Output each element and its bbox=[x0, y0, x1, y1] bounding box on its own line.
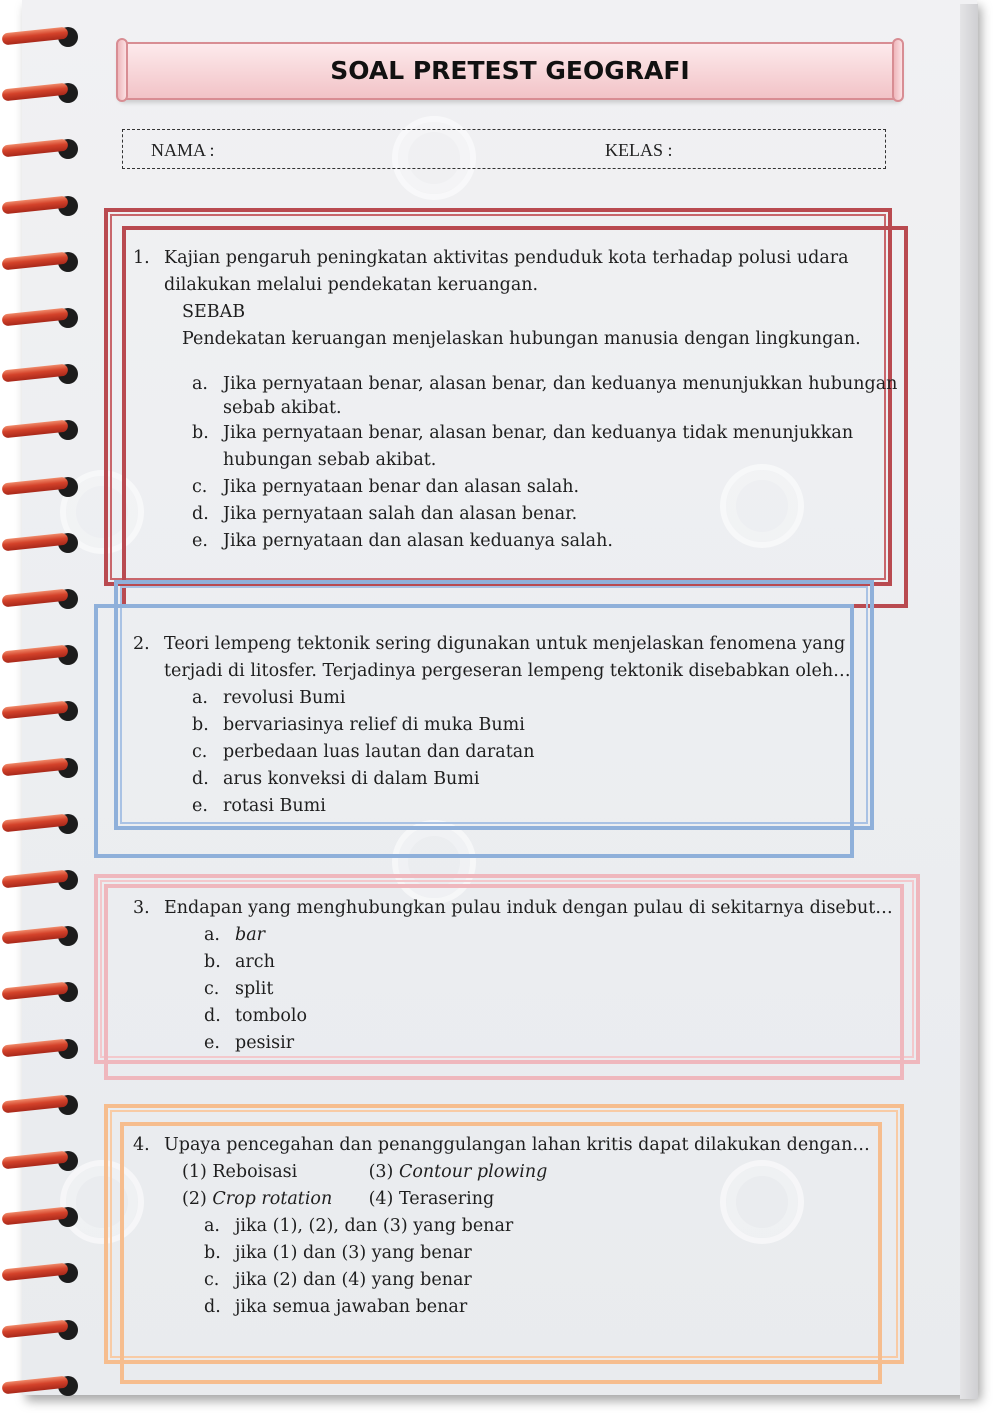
option-text: bervariasinya relief di muka Bumi bbox=[223, 715, 525, 735]
option-letter: a. bbox=[204, 1216, 220, 1236]
option-letter: c. bbox=[204, 979, 220, 999]
option-letter: d. bbox=[192, 769, 209, 789]
ring-wire bbox=[2, 701, 69, 720]
ring-wire bbox=[2, 1207, 69, 1226]
question-text: Teori lempeng tektonik sering digunakan untuk menjelaskan fenomena yang bbox=[164, 634, 846, 654]
option-text: Jika pernyataan benar dan alasan salah. bbox=[223, 477, 580, 497]
spiral-ring bbox=[2, 869, 80, 891]
option-letter: e. bbox=[192, 531, 208, 551]
option-b[interactable] bbox=[133, 712, 853, 739]
question-number: 3. bbox=[133, 898, 150, 918]
option-c[interactable] bbox=[133, 739, 853, 766]
ring-wire bbox=[2, 532, 69, 551]
option-a[interactable] bbox=[133, 685, 853, 712]
question-reason: Pendekatan keruangan menjelaskan hubungan manusia dengan lingkungan. bbox=[182, 329, 861, 349]
ring-wire bbox=[2, 83, 69, 102]
spiral-ring bbox=[2, 195, 80, 217]
statement-text: Reboisasi bbox=[212, 1162, 298, 1182]
name-label: NAMA : bbox=[151, 140, 215, 160]
question-text: Kajian pengaruh peningkatan aktivitas penduduk kota terhadap polusi udara bbox=[164, 248, 849, 268]
question-text: Endapan yang menghubungkan pulau induk dengan pulau di sekitarnya disebut… bbox=[164, 898, 893, 918]
statement-number: (2) bbox=[182, 1189, 207, 1209]
option-d[interactable] bbox=[133, 1294, 873, 1321]
option-d[interactable] bbox=[133, 766, 853, 793]
option-b[interactable] bbox=[133, 420, 883, 447]
option-letter: c. bbox=[204, 1270, 220, 1290]
spiral-ring bbox=[2, 981, 80, 1003]
option-letter: d. bbox=[204, 1297, 221, 1317]
spiral-ring bbox=[2, 26, 80, 48]
option-text: Jika pernyataan benar, alasan benar, dan keduanya tidak menunjukkan bbox=[223, 423, 854, 443]
ring-wire bbox=[2, 308, 69, 327]
spiral-ring bbox=[2, 1262, 80, 1284]
option-text: pesisir bbox=[235, 1033, 295, 1053]
question-text: Upaya pencegahan dan penanggulangan lahan kritis dapat dilakukan dengan… bbox=[164, 1135, 870, 1155]
spiral-ring bbox=[2, 588, 80, 610]
option-text: sebab akibat. bbox=[223, 398, 342, 418]
spiral-ring bbox=[2, 644, 80, 666]
option-letter: b. bbox=[204, 952, 221, 972]
ring-wire bbox=[2, 645, 69, 664]
ring-wire bbox=[2, 476, 69, 495]
option-text: revolusi Bumi bbox=[223, 688, 346, 708]
ring-wire bbox=[2, 139, 69, 158]
option-text: arch bbox=[235, 952, 275, 972]
ring-wire bbox=[2, 1094, 69, 1113]
spiral-ring bbox=[2, 1150, 80, 1172]
ring-wire bbox=[2, 1038, 69, 1057]
option-c[interactable] bbox=[133, 474, 883, 501]
ring-wire bbox=[2, 1375, 69, 1394]
option-letter: a. bbox=[192, 374, 208, 394]
option-text: rotasi Bumi bbox=[223, 796, 326, 816]
question-1 bbox=[133, 245, 898, 555]
option-e[interactable] bbox=[133, 528, 883, 555]
ring-wire bbox=[2, 1151, 69, 1170]
ring-wire bbox=[2, 757, 69, 776]
ring-wire bbox=[2, 589, 69, 608]
ring-wire bbox=[2, 982, 69, 1001]
option-text: tombolo bbox=[235, 1006, 308, 1026]
question-2 bbox=[133, 631, 853, 820]
ring-wire bbox=[2, 870, 69, 889]
option-e[interactable] bbox=[133, 793, 853, 820]
spiral-ring bbox=[2, 138, 80, 160]
statement-number: (1) bbox=[182, 1162, 207, 1182]
question-text: dilakukan melalui pendekatan keruangan. bbox=[164, 275, 539, 295]
ring-wire bbox=[2, 926, 69, 945]
spiral-ring bbox=[2, 307, 80, 329]
option-letter: c. bbox=[192, 742, 208, 762]
question-number: 2. bbox=[133, 634, 150, 654]
option-a[interactable] bbox=[133, 1213, 873, 1240]
spiral-ring bbox=[2, 925, 80, 947]
ring-wire bbox=[2, 27, 69, 46]
class-label: KELAS : bbox=[605, 140, 673, 160]
statement-row bbox=[133, 1186, 873, 1213]
spiral-binding bbox=[0, 0, 90, 1413]
ring-wire bbox=[2, 420, 69, 439]
option-e[interactable] bbox=[133, 1030, 893, 1057]
spiral-ring bbox=[2, 82, 80, 104]
option-text: jika (1) dan (3) yang benar bbox=[235, 1243, 472, 1263]
option-text: perbedaan luas lautan dan daratan bbox=[223, 742, 535, 762]
option-text: Jika pernyataan benar, alasan benar, dan keduanya menunjukkan hubungan bbox=[223, 374, 898, 394]
spiral-ring bbox=[2, 419, 80, 441]
page-title: SOAL PRETEST GEOGRAFI bbox=[330, 56, 690, 85]
option-letter: a. bbox=[204, 925, 220, 945]
ring-wire bbox=[2, 251, 69, 270]
question-text: terjadi di litosfer. Terjadinya pergeseran lempeng tektonik disebabkan oleh… bbox=[164, 661, 851, 681]
student-info-box[interactable] bbox=[122, 129, 886, 169]
ring-wire bbox=[2, 364, 69, 383]
ring-wire bbox=[2, 813, 69, 832]
option-text: jika (1), (2), dan (3) yang benar bbox=[235, 1216, 514, 1236]
statement-number: (4) bbox=[368, 1189, 394, 1209]
ring-wire bbox=[2, 195, 69, 214]
statement-number: (3) bbox=[368, 1162, 394, 1182]
question-connector: SEBAB bbox=[182, 302, 246, 322]
option-letter: c. bbox=[192, 477, 208, 497]
spiral-ring bbox=[2, 757, 80, 779]
spiral-ring bbox=[2, 251, 80, 273]
question-3 bbox=[133, 895, 893, 1057]
statement-text: Crop rotation bbox=[212, 1189, 333, 1209]
option-letter: d. bbox=[204, 1006, 221, 1026]
option-letter: e. bbox=[204, 1033, 220, 1053]
ring-wire bbox=[2, 1263, 69, 1282]
option-c[interactable] bbox=[133, 976, 893, 1003]
statement-text: Terasering bbox=[398, 1189, 495, 1209]
option-letter: b. bbox=[204, 1243, 221, 1263]
option-letter: b. bbox=[192, 423, 209, 443]
spiral-ring bbox=[2, 1038, 80, 1060]
option-text: Jika pernyataan salah dan alasan benar. bbox=[223, 504, 578, 524]
spiral-ring bbox=[2, 532, 80, 554]
option-letter: e. bbox=[192, 796, 208, 816]
spiral-ring bbox=[2, 363, 80, 385]
option-a[interactable] bbox=[133, 372, 898, 396]
ring-wire bbox=[2, 1319, 69, 1338]
option-text: Jika pernyataan dan alasan keduanya salah. bbox=[223, 531, 613, 551]
spiral-ring bbox=[2, 1206, 80, 1228]
option-letter: b. bbox=[192, 715, 209, 735]
spiral-ring bbox=[2, 476, 80, 498]
spiral-ring bbox=[2, 1094, 80, 1116]
question-number: 4. bbox=[133, 1135, 150, 1155]
spiral-ring bbox=[2, 1319, 80, 1341]
title-banner bbox=[118, 42, 902, 100]
option-text: jika (2) dan (4) yang benar bbox=[235, 1270, 472, 1290]
statement-row bbox=[133, 1159, 873, 1186]
option-c[interactable] bbox=[133, 1267, 873, 1294]
question-4 bbox=[133, 1132, 873, 1321]
option-letter: d. bbox=[192, 504, 209, 524]
spiral-ring bbox=[2, 700, 80, 722]
option-text: jika semua jawaban benar bbox=[235, 1297, 468, 1317]
option-text: arus konveksi di dalam Bumi bbox=[223, 769, 480, 789]
spiral-ring bbox=[2, 813, 80, 835]
page-edge bbox=[960, 4, 978, 1399]
option-text: hubungan sebab akibat. bbox=[223, 450, 437, 470]
option-text: bar bbox=[235, 925, 266, 945]
option-d[interactable] bbox=[133, 501, 883, 528]
question-number: 1. bbox=[133, 248, 150, 268]
statement-text: Contour plowing bbox=[398, 1162, 548, 1182]
option-b[interactable] bbox=[133, 949, 893, 976]
option-a[interactable] bbox=[133, 922, 893, 949]
option-letter: a. bbox=[192, 688, 208, 708]
option-b[interactable] bbox=[133, 1240, 873, 1267]
spiral-ring bbox=[2, 1375, 80, 1397]
option-text: split bbox=[235, 979, 274, 999]
option-d[interactable] bbox=[133, 1003, 893, 1030]
